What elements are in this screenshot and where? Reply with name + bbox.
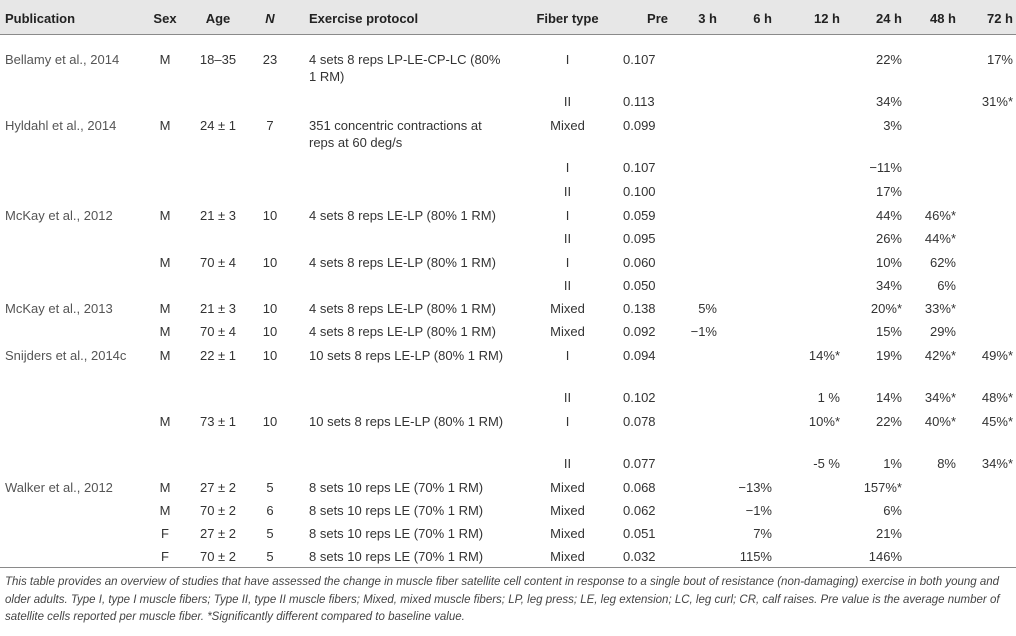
protocol-cell: 4 sets 8 reps LP-LE-CP-LC (80% 1 RM) [309,52,501,84]
fiber-type-cell: II [563,390,572,405]
fiber-type-cell: II [563,231,572,246]
publication-cell: McKay et al., 2013 [5,301,113,316]
h6-cell: 115% [739,549,772,564]
n-cell: 10 [262,414,278,429]
h24-cell: 21% [875,526,902,541]
sex-cell: M [159,52,171,67]
h48-cell: 33%* [924,301,956,316]
h24-cell: 26% [875,231,902,246]
protocol-cell: 4 sets 8 reps LE-LP (80% 1 RM) [309,208,496,223]
table-bottom-rule [0,567,1016,568]
n-cell: 10 [262,255,278,270]
h24-cell: 20%* [870,301,902,316]
protocol-cell: 10 sets 8 reps LE-LP (80% 1 RM) [309,348,504,363]
h24-cell: 157%* [863,480,902,495]
protocol-cell: 8 sets 10 reps LE (70% 1 RM) [309,549,484,564]
sex-cell: M [159,255,171,270]
h24-cell: −11% [869,160,902,175]
h72-cell: 49%* [981,348,1013,363]
h24-cell: 1% [883,456,902,471]
fiber-type-cell: I [565,160,570,175]
h24-cell: 15% [875,324,902,339]
publication-cell: Bellamy et al., 2014 [5,52,120,67]
h6-cell: −13% [738,480,772,495]
h48-cell: 34%* [924,390,956,405]
fiber-type-cell: I [565,414,570,429]
n-cell: 7 [266,118,274,133]
age-cell: 24 ± 1 [199,118,237,133]
h72-cell: 48%* [981,390,1013,405]
age-cell: 27 ± 2 [199,480,237,495]
publication-cell: McKay et al., 2012 [5,208,113,223]
h24-cell: 22% [875,52,902,67]
fiber-type-cell: Mixed [550,549,585,564]
fiber-type-cell: II [563,94,572,109]
fiber-type-cell: II [563,184,572,199]
h48-cell: 29% [929,324,956,339]
pre-cell: 0.107 [623,52,656,67]
age-cell: 70 ± 2 [199,549,237,564]
age-cell: 27 ± 2 [199,526,237,541]
pre-cell: 0.102 [623,390,656,405]
sex-cell: M [159,503,171,518]
n-cell: 10 [262,324,278,339]
protocol-cell: 10 sets 8 reps LE-LP (80% 1 RM) [309,414,504,429]
n-cell: 5 [266,526,274,541]
protocol-cell: 8 sets 10 reps LE (70% 1 RM) [309,480,484,495]
n-cell: 5 [266,480,274,495]
header-72h: 72 h [986,11,1013,26]
table-footnote: This table provides an overview of studies that have assessed the change in muscle fiber satellite cell content in response to a single bout of resistance (non-damaging) exercise in both young and older adults. Type I, type I muscle fibers; Type II, type II muscle fibers; Mixed, mixed muscle fibers; LP, leg press; LE, leg extension; LC, leg curl; CR, calf raises. Pre value is the average number of satellite cells reported per muscle fiber. *Significantly different compared to baseline value. [5,576,1000,623]
n-cell: 10 [262,301,278,316]
age-cell: 70 ± 2 [199,503,237,518]
header-sex: Sex [153,11,177,26]
fiber-type-cell: Mixed [550,526,585,541]
h24-cell: 3% [883,118,902,133]
header-48h: 48 h [929,11,956,26]
sex-cell: M [159,118,171,133]
sex-cell: M [159,208,171,223]
h12-cell: 1 % [817,390,840,405]
sex-cell: F [161,526,169,541]
fiber-type-cell: I [565,52,570,67]
protocol-cell: 4 sets 8 reps LE-LP (80% 1 RM) [309,301,496,316]
fiber-type-cell: Mixed [550,480,585,495]
pre-cell: 0.068 [623,480,656,495]
pre-cell: 0.077 [623,456,656,471]
n-cell: 23 [262,52,278,67]
sex-cell: M [159,480,171,495]
h12-cell: -5 % [813,456,840,471]
h48-cell: 44%* [924,231,956,246]
n-cell: 10 [262,208,278,223]
h24-cell: 6% [883,503,902,518]
age-cell: 18–35 [199,52,237,67]
age-cell: 70 ± 4 [199,324,237,339]
h48-cell: 46%* [924,208,956,223]
fiber-type-cell: I [565,348,570,363]
h6-cell: −1% [745,503,772,518]
pre-cell: 0.032 [623,549,656,564]
header-divider [0,34,1016,35]
publication-cell: Snijders et al., 2014c [5,348,127,363]
header-pre: Pre [647,11,668,26]
protocol-cell: 4 sets 8 reps LE-LP (80% 1 RM) [309,255,496,270]
age-cell: 21 ± 3 [199,208,237,223]
h48-cell: 8% [937,456,956,471]
protocol-cell: 4 sets 8 reps LE-LP (80% 1 RM) [309,324,496,339]
age-cell: 21 ± 3 [199,301,237,316]
fiber-type-cell: Mixed [550,301,585,316]
sex-cell: M [159,414,171,429]
fiber-type-cell: I [565,255,570,270]
h24-cell: 17% [875,184,902,199]
fiber-type-cell: Mixed [550,118,585,133]
h6-cell: 7% [753,526,772,541]
pre-cell: 0.060 [623,255,656,270]
fiber-type-cell: Mixed [550,503,585,518]
h72-cell: 34%* [981,456,1013,471]
sex-cell: F [161,549,169,564]
header-publication: Publication [5,11,76,26]
h3-cell: 5% [698,301,717,316]
age-cell: 73 ± 1 [199,414,237,429]
age-cell: 22 ± 1 [199,348,237,363]
h24-cell: 22% [875,414,902,429]
sex-cell: M [159,301,171,316]
h48-cell: 40%* [924,414,956,429]
h72-cell: 45%* [981,414,1013,429]
header-age: Age [205,11,231,26]
pre-cell: 0.107 [623,160,656,175]
protocol-cell: 8 sets 10 reps LE (70% 1 RM) [309,503,484,518]
h24-cell: 146% [868,549,902,564]
pre-cell: 0.078 [623,414,656,429]
header-24h: 24 h [875,11,902,26]
publication-cell: Walker et al., 2012 [5,480,113,495]
n-cell: 5 [266,549,274,564]
h48-cell: 6% [937,278,956,293]
fiber-type-cell: II [563,278,572,293]
header-fiber-type: Fiber type [536,11,599,26]
header-12h: 12 h [813,11,840,26]
pre-cell: 0.062 [623,503,656,518]
h24-cell: 10% [875,255,902,270]
publication-cell: Hyldahl et al., 2014 [5,118,117,133]
pre-cell: 0.051 [623,526,656,541]
age-cell: 70 ± 4 [199,255,237,270]
pre-cell: 0.095 [623,231,656,246]
h48-cell: 62% [929,255,956,270]
table-header-row [0,0,1016,34]
fiber-type-cell: I [565,208,570,223]
h3-cell: −1% [690,324,717,339]
fiber-type-cell: Mixed [550,324,585,339]
h24-cell: 44% [875,208,902,223]
fiber-type-cell: II [563,456,572,471]
header-n: N [265,11,275,26]
header-6h: 6 h [753,11,772,26]
pre-cell: 0.138 [623,301,656,316]
pre-cell: 0.113 [623,94,655,109]
protocol-cell: 351 concentric contractions at reps at 60 deg/s [309,118,482,150]
h12-cell: 10%* [808,414,840,429]
h12-cell: 14%* [808,348,840,363]
sex-cell: M [159,348,171,363]
h24-cell: 14% [875,390,902,405]
pre-cell: 0.092 [623,324,656,339]
header-protocol: Exercise protocol [309,11,419,26]
pre-cell: 0.059 [623,208,656,223]
h24-cell: 19% [875,348,902,363]
n-cell: 10 [262,348,278,363]
h24-cell: 34% [875,278,902,293]
h72-cell: 31%* [981,94,1013,109]
pre-cell: 0.094 [623,348,656,363]
n-cell: 6 [266,503,274,518]
header-3h: 3 h [698,11,717,26]
sex-cell: M [159,324,171,339]
pre-cell: 0.050 [623,278,656,293]
h24-cell: 34% [875,94,902,109]
h48-cell: 42%* [924,348,956,363]
protocol-cell: 8 sets 10 reps LE (70% 1 RM) [309,526,484,541]
pre-cell: 0.099 [623,118,656,133]
pre-cell: 0.100 [623,184,656,199]
h72-cell: 17% [986,52,1013,67]
